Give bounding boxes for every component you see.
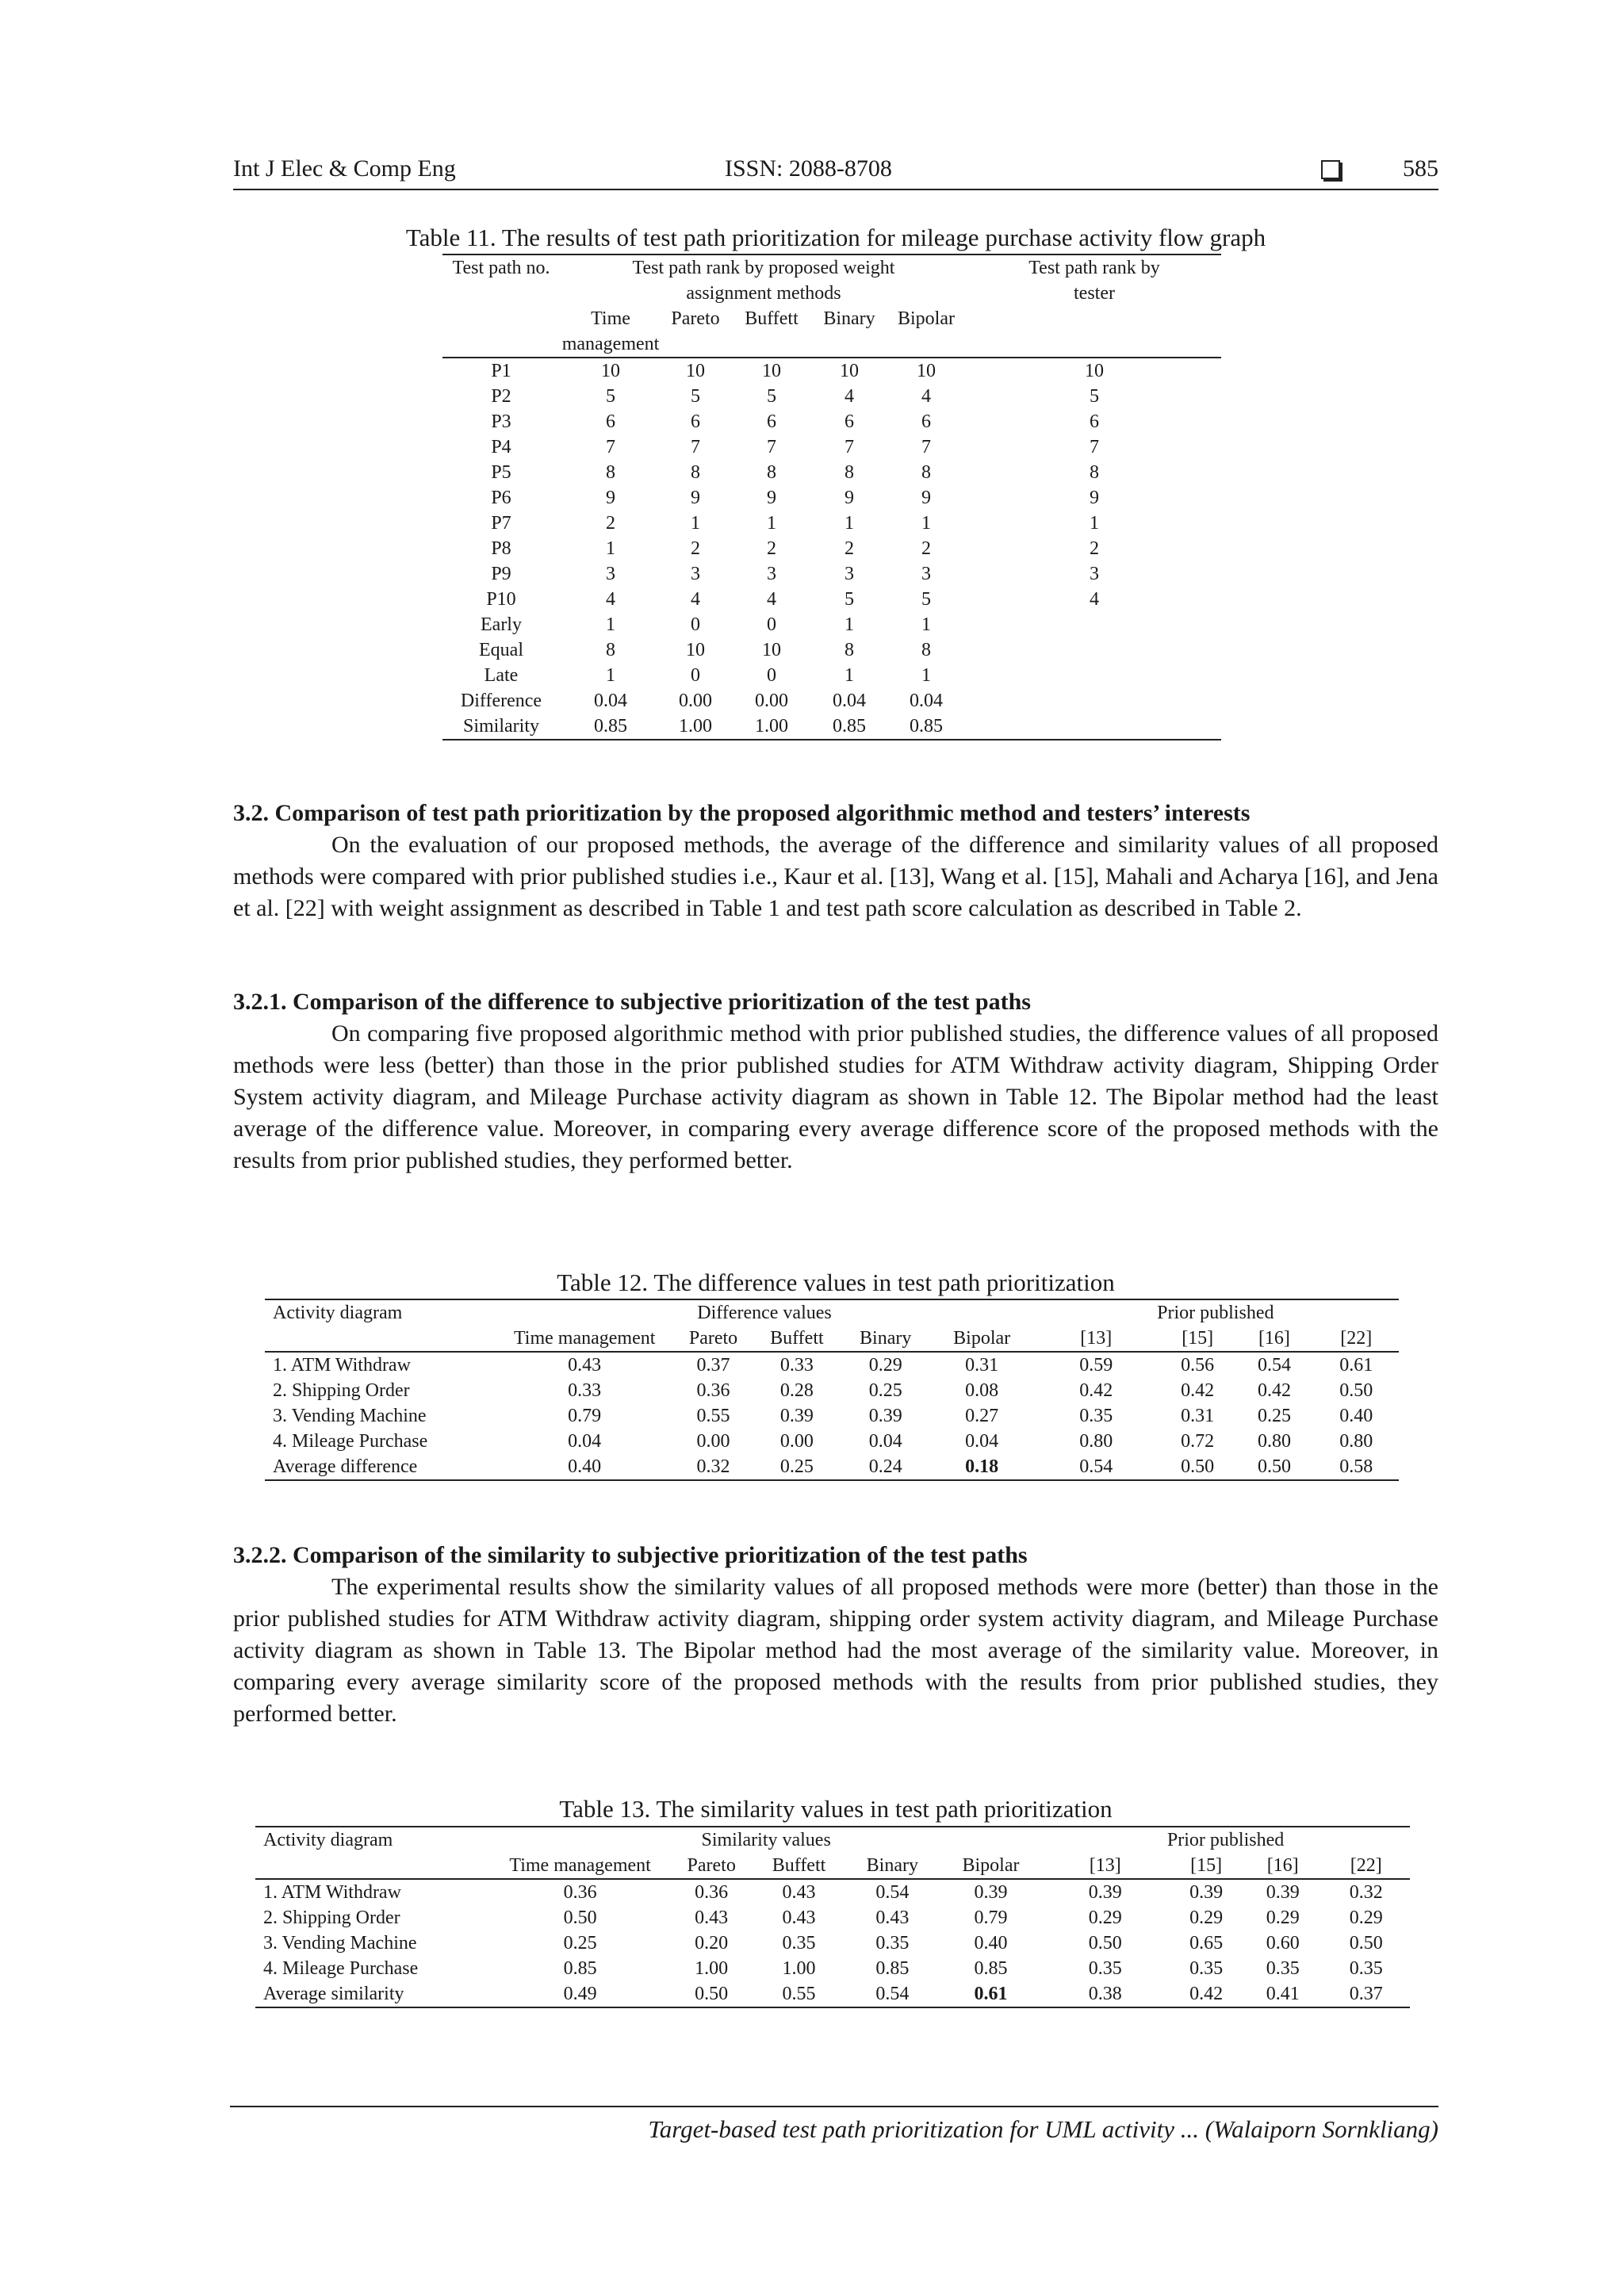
table-cell: 4 xyxy=(606,589,615,610)
table-cell: 9 xyxy=(767,488,776,508)
table-row xyxy=(442,637,1221,663)
table-cell: 10 xyxy=(686,361,705,381)
table-cell: 4 xyxy=(845,386,854,407)
row-label: 4. Mileage Purchase xyxy=(273,1431,428,1452)
table-cell: 1 xyxy=(691,513,700,534)
table-cell: 7 xyxy=(1090,437,1099,457)
section-heading: 3.2.1. Comparison of the difference to subjective prioritization of the test paths xyxy=(233,989,1031,1015)
col-bipolar: Bipolar xyxy=(932,1326,1032,1352)
table-cell: 5 xyxy=(921,589,931,610)
table-cell: 0.08 xyxy=(965,1380,999,1401)
header-group: Difference values xyxy=(496,1299,1032,1326)
journal-name: Int J Elec & Comp Eng xyxy=(233,155,456,182)
row-label: P10 xyxy=(486,589,516,610)
table-cell: 1.00 xyxy=(730,714,814,740)
table-cell: 0.42 xyxy=(1169,1981,1243,2007)
table-cell: 0.50 xyxy=(563,1908,597,1928)
table-cell: 9 xyxy=(845,488,854,508)
header-prior: Prior published xyxy=(1041,1827,1410,1853)
col-buffett: Buffett xyxy=(730,306,814,358)
col-ref-15: [15] xyxy=(1160,1326,1235,1352)
table-cell: 0.29 xyxy=(1349,1908,1383,1928)
table-cell: 8 xyxy=(845,640,854,660)
col-ref-22: [22] xyxy=(1323,1853,1410,1879)
table-cell: 0 xyxy=(691,665,700,686)
table-cell: 0.35 xyxy=(1349,1958,1383,1979)
table-cell: 9 xyxy=(691,488,700,508)
table-12 xyxy=(265,1299,1399,1481)
row-label: P2 xyxy=(491,386,511,407)
section-heading: 3.2. Comparison of test path prioritization by the proposed algorithmic method and testers’ interests xyxy=(233,800,1251,826)
table-cell: 0.36 xyxy=(563,1882,597,1903)
table-cell: 9 xyxy=(1090,488,1099,508)
table-cell: 1 xyxy=(767,513,776,534)
table-cell xyxy=(967,714,1221,740)
col-ref-13: [13] xyxy=(1032,1326,1160,1352)
table-cell: 0.55 xyxy=(696,1406,730,1426)
table-cell: 0.04 xyxy=(568,1431,602,1452)
table-cell: 0.35 xyxy=(782,1933,816,1954)
row-label: 2. Shipping Order xyxy=(263,1908,400,1928)
table-cell: 0.79 xyxy=(974,1908,1008,1928)
row-label: 3. Vending Machine xyxy=(263,1933,417,1954)
table-cell: 0.60 xyxy=(1266,1933,1300,1954)
table-cell: 3 xyxy=(1090,564,1099,584)
table-cell: 0.79 xyxy=(568,1406,602,1426)
table-row xyxy=(442,612,1221,637)
col-binary: Binary xyxy=(840,1326,932,1352)
table-cell: 7 xyxy=(845,437,854,457)
table-cell: 2 xyxy=(845,538,854,559)
table-cell: 0.39 xyxy=(1266,1882,1300,1903)
row-label: 4. Mileage Purchase xyxy=(263,1958,419,1979)
row-label: P7 xyxy=(491,513,511,534)
table-cell: 0 xyxy=(767,614,776,635)
table-cell: 0.27 xyxy=(965,1406,999,1426)
table-cell: 4 xyxy=(1090,589,1099,610)
table-cell: 0.32 xyxy=(672,1454,754,1480)
table-cell: 4 xyxy=(921,386,931,407)
table-cell xyxy=(967,612,1221,637)
col-bipolar: Bipolar xyxy=(885,306,967,358)
section-3-2 xyxy=(233,798,1438,924)
table-cell: 0.72 xyxy=(1181,1431,1215,1452)
table-cell: 1.00 xyxy=(782,1958,816,1979)
table-row xyxy=(442,358,1221,384)
table-cell: 8 xyxy=(606,462,615,483)
table-row xyxy=(442,663,1221,688)
col-ref-13: [13] xyxy=(1041,1853,1169,1879)
table-12-caption: Table 12. The difference values in test path prioritization xyxy=(557,1269,1115,1296)
table-row xyxy=(442,409,1221,434)
table-cell: 0.80 xyxy=(1079,1431,1113,1452)
table-row xyxy=(442,714,1221,740)
table-cell: 0.39 xyxy=(779,1406,814,1426)
table-cell: 0.32 xyxy=(1349,1882,1383,1903)
table-cell: 0.28 xyxy=(779,1380,814,1401)
header-activity: Activity diagram xyxy=(255,1827,491,1853)
table-cell: 0.25 xyxy=(754,1454,840,1480)
table-cell: 2 xyxy=(767,538,776,559)
table-cell xyxy=(967,637,1221,663)
table-cell: 0.24 xyxy=(840,1454,932,1480)
table-cell: 0.04 xyxy=(965,1431,999,1452)
table-cell: 0.36 xyxy=(695,1882,729,1903)
row-label: P3 xyxy=(491,411,511,432)
row-label: P8 xyxy=(491,538,511,559)
page-footer: Target-based test path prioritization for UML activity ... (Walaiporn Sornkliang) xyxy=(648,2115,1438,2143)
table-cell: 3 xyxy=(606,564,615,584)
table-cell: 0 xyxy=(691,614,700,635)
table-cell: 10 xyxy=(840,361,859,381)
table-row xyxy=(255,1931,1410,1956)
col-ref-16: [16] xyxy=(1243,1853,1323,1879)
section-paragraph: On comparing five proposed algorithmic method with prior published studies, the difference values of all proposed methods were less (better) than those in the prior published studies for ATM Withdraw activity diagram, Shipping Order System activity diagram, and Mileage Purchase activity diagram as shown in Table 12. The Bipolar method had the least average of the difference value. Moreover, in comparing every average difference score of the proposed methods with the results from prior published studies, they performed better. xyxy=(233,1020,1438,1173)
table-row xyxy=(442,536,1221,561)
table-row xyxy=(442,511,1221,536)
table-cell: 0.39 xyxy=(868,1406,902,1426)
table-cell: 6 xyxy=(691,411,700,432)
table-cell: 0.00 xyxy=(696,1431,730,1452)
table-cell: 0.80 xyxy=(1257,1431,1291,1452)
table-cell: 0.37 xyxy=(696,1355,730,1376)
table-cell: 0.20 xyxy=(695,1933,729,1954)
table-row xyxy=(255,1981,1410,2007)
table-cell: 0.40 xyxy=(1339,1406,1373,1426)
table-cell: 8 xyxy=(845,462,854,483)
col-ref-15: [15] xyxy=(1169,1853,1243,1879)
table-cell: 0.29 xyxy=(1088,1908,1122,1928)
table-cell: 0.54 xyxy=(1032,1454,1160,1480)
col-bipolar: Bipolar xyxy=(940,1853,1041,1879)
table-cell: 6 xyxy=(921,411,931,432)
table-cell: 0.31 xyxy=(965,1355,999,1376)
table-row xyxy=(442,587,1221,612)
table-cell: 1 xyxy=(845,513,854,534)
footer-rule xyxy=(230,2106,1438,2107)
page-number: 585 xyxy=(1403,155,1438,182)
table-cell: 8 xyxy=(921,640,931,660)
table-cell: 0.85 xyxy=(560,714,661,740)
table-cell: 8 xyxy=(691,462,700,483)
table-cell: 8 xyxy=(767,462,776,483)
col-binary: Binary xyxy=(845,1853,940,1879)
table-cell: 0.39 xyxy=(974,1882,1008,1903)
row-label: P1 xyxy=(491,361,511,381)
table-row xyxy=(255,1905,1410,1931)
col-time-management: Time management xyxy=(491,1853,669,1879)
table-cell: 0.42 xyxy=(1257,1380,1291,1401)
table-cell: 0.85 xyxy=(974,1958,1008,1979)
section-paragraph: On the evaluation of our proposed methods, the average of the difference and similarity values of all proposed methods were compared with prior published studies i.e., Kaur et al. [13], Wang et al. [15], Mahali and Acharya [16], and Jena et al. [22] with weight assignment as described in Table 1 and test path score calculation as described in Table 2. xyxy=(233,832,1438,921)
table-cell: 0.56 xyxy=(1181,1355,1215,1376)
table-cell: 0.43 xyxy=(695,1908,729,1928)
table-cell: 0.80 xyxy=(1339,1431,1373,1452)
table-cell: 3 xyxy=(921,564,931,584)
header-methods: Test path rank by proposed weight assignment methods xyxy=(560,254,967,306)
table-cell: 3 xyxy=(691,564,700,584)
table-row xyxy=(255,1956,1410,1981)
table-cell: 1.00 xyxy=(661,714,730,740)
header-prior: Prior published xyxy=(1032,1299,1399,1326)
table-cell: 0.29 xyxy=(1266,1908,1300,1928)
table-cell: 0.58 xyxy=(1313,1454,1399,1480)
table-cell: 0.39 xyxy=(1088,1882,1122,1903)
header-test-path: Test path no. xyxy=(442,254,560,306)
table-cell: 0.35 xyxy=(1079,1406,1113,1426)
row-label: Early xyxy=(481,614,522,635)
table-row xyxy=(265,1378,1399,1403)
table-cell: 0.61 xyxy=(940,1981,1041,2007)
table-cell: 0.50 xyxy=(1160,1454,1235,1480)
row-label: P5 xyxy=(491,462,511,483)
table-cell: 0.00 xyxy=(755,691,788,711)
table-cell: 1 xyxy=(1090,513,1099,534)
header-group: Similarity values xyxy=(491,1827,1041,1853)
row-label: 1. ATM Withdraw xyxy=(273,1355,411,1376)
table-cell: 3 xyxy=(845,564,854,584)
table-cell: 8 xyxy=(606,640,615,660)
table-cell: 0.00 xyxy=(679,691,712,711)
table-cell: 1 xyxy=(921,665,931,686)
table-cell: 8 xyxy=(921,462,931,483)
row-label: P6 xyxy=(491,488,511,508)
col-pareto: Pareto xyxy=(669,1853,753,1879)
row-label: Late xyxy=(484,665,519,686)
table-cell: 0.85 xyxy=(563,1958,597,1979)
table-row xyxy=(265,1352,1399,1378)
table-cell xyxy=(967,663,1221,688)
row-label: Difference xyxy=(460,691,542,711)
table-cell: 0.43 xyxy=(782,1882,816,1903)
table-cell: 0.25 xyxy=(563,1933,597,1954)
table-cell: 0.29 xyxy=(1189,1908,1224,1928)
col-buffett: Buffett xyxy=(753,1853,845,1879)
table-cell: 10 xyxy=(762,640,781,660)
table-row xyxy=(265,1429,1399,1454)
table-row xyxy=(442,561,1221,587)
table-cell: 0.85 xyxy=(885,714,967,740)
col-ref-22: [22] xyxy=(1313,1326,1399,1352)
table-cell: 4 xyxy=(691,589,700,610)
table-cell: 7 xyxy=(921,437,931,457)
table-cell: 6 xyxy=(1090,411,1099,432)
table-cell: 0.37 xyxy=(1323,1981,1410,2007)
table-cell: 7 xyxy=(606,437,615,457)
table-cell: 0.54 xyxy=(875,1882,910,1903)
table-cell: 0.50 xyxy=(669,1981,753,2007)
table-cell: 0.50 xyxy=(1088,1933,1122,1954)
page-header xyxy=(233,155,1438,190)
table-row xyxy=(442,688,1221,714)
table-cell: 0 xyxy=(767,665,776,686)
row-label: Similarity xyxy=(442,714,560,740)
table-cell: 5 xyxy=(691,386,700,407)
table-cell: 5 xyxy=(1090,386,1099,407)
table-13 xyxy=(255,1826,1410,2008)
table-11 xyxy=(442,254,1221,740)
table-cell: 10 xyxy=(762,361,781,381)
table-cell: 0.85 xyxy=(875,1958,910,1979)
table-cell: 7 xyxy=(691,437,700,457)
header-activity: Activity diagram xyxy=(265,1299,496,1326)
table-cell: 7 xyxy=(767,437,776,457)
table-cell: 0.29 xyxy=(868,1355,902,1376)
table-cell: 1.00 xyxy=(695,1958,729,1979)
table-cell: 0.25 xyxy=(1257,1406,1291,1426)
table-cell: 0.65 xyxy=(1189,1933,1224,1954)
col-time-management: Time management xyxy=(496,1326,672,1352)
table-cell: 0.43 xyxy=(568,1355,602,1376)
table-cell: 6 xyxy=(767,411,776,432)
table-cell: 0.41 xyxy=(1243,1981,1323,2007)
table-cell: 6 xyxy=(606,411,615,432)
col-time-management: Time management xyxy=(560,306,661,358)
table-cell: 1 xyxy=(606,614,615,635)
table-cell: 2 xyxy=(691,538,700,559)
col-buffett: Buffett xyxy=(754,1326,840,1352)
table-cell: 0.42 xyxy=(1181,1380,1215,1401)
table-cell: 10 xyxy=(1085,361,1104,381)
table-cell: 4 xyxy=(767,589,776,610)
table-cell: 1 xyxy=(921,614,931,635)
table-cell: 0.38 xyxy=(1041,1981,1169,2007)
table-cell: 0.59 xyxy=(1079,1355,1113,1376)
table-13-caption: Table 13. The similarity values in test path prioritization xyxy=(559,1795,1113,1823)
table-cell: 1 xyxy=(921,513,931,534)
table-cell: 6 xyxy=(845,411,854,432)
row-label: Average difference xyxy=(265,1454,496,1480)
table-cell: 0.50 xyxy=(1339,1380,1373,1401)
table-cell: 0.31 xyxy=(1181,1406,1215,1426)
col-binary: Binary xyxy=(814,306,885,358)
section-paragraph: The experimental results show the similarity values of all proposed methods were more (better) than those in the prior published studies for ATM Withdraw activity diagram, shipping order system activity diagram, and Mileage Purchase activity diagram as shown in Table 13. The Bipolar method had the most average of the similarity value. Moreover, in comparing every average similarity score of the proposed methods with the results from prior published studies, they performed better. xyxy=(233,1574,1438,1727)
table-row xyxy=(442,434,1221,460)
table-cell: 0.49 xyxy=(491,1981,669,2007)
table-cell: 10 xyxy=(917,361,936,381)
table-cell: 1 xyxy=(606,665,615,686)
table-cell: 0.04 xyxy=(910,691,943,711)
table-cell: 0.04 xyxy=(833,691,866,711)
row-label: Average similarity xyxy=(255,1981,491,2007)
table-cell: 0.50 xyxy=(1235,1454,1313,1480)
table-cell: 5 xyxy=(606,386,615,407)
table-cell: 2 xyxy=(1090,538,1099,559)
table-cell: 8 xyxy=(1090,462,1099,483)
row-label: P9 xyxy=(491,564,511,584)
table-cell: 0.40 xyxy=(496,1454,672,1480)
row-label: Equal xyxy=(479,640,523,660)
table-cell: 0.35 xyxy=(1088,1958,1122,1979)
table-cell xyxy=(967,688,1221,714)
table-cell: 0.42 xyxy=(1079,1380,1113,1401)
col-pareto: Pareto xyxy=(661,306,730,358)
row-label: 1. ATM Withdraw xyxy=(263,1882,401,1903)
table-cell: 10 xyxy=(686,640,705,660)
table-cell: 3 xyxy=(767,564,776,584)
table-cell: 0.40 xyxy=(974,1933,1008,1954)
table-cell: 0.61 xyxy=(1339,1355,1373,1376)
table-cell: 0.55 xyxy=(753,1981,845,2007)
section-3-2-2 xyxy=(233,1540,1438,1730)
table-cell: 0.35 xyxy=(1189,1958,1224,1979)
table-cell: 1 xyxy=(606,538,615,559)
table-cell: 0.43 xyxy=(782,1908,816,1928)
checkbox-glyph-icon xyxy=(1321,160,1340,179)
table-cell: 0.43 xyxy=(875,1908,910,1928)
table-cell: 0.50 xyxy=(1349,1933,1383,1954)
table-cell: 0.33 xyxy=(568,1380,602,1401)
table-cell: 1 xyxy=(845,614,854,635)
table-row xyxy=(442,460,1221,485)
row-label: P4 xyxy=(491,437,511,457)
col-ref-16: [16] xyxy=(1235,1326,1313,1352)
table-cell: 0.25 xyxy=(868,1380,902,1401)
table-row xyxy=(265,1454,1399,1480)
header-tester: Test path rank by tester xyxy=(967,254,1221,306)
table-cell: 0.36 xyxy=(696,1380,730,1401)
table-cell: 0.04 xyxy=(594,691,627,711)
issn: ISSN: 2088-8708 xyxy=(725,155,892,182)
table-cell: 2 xyxy=(921,538,931,559)
row-label: 2. Shipping Order xyxy=(273,1380,410,1401)
table-cell: 10 xyxy=(601,361,620,381)
table-row xyxy=(265,1403,1399,1429)
table-cell: 0.33 xyxy=(779,1355,814,1376)
table-row xyxy=(442,485,1221,511)
table-cell: 5 xyxy=(845,589,854,610)
table-cell: 9 xyxy=(921,488,931,508)
table-cell: 0.85 xyxy=(814,714,885,740)
table-row xyxy=(255,1879,1410,1905)
table-cell: 0.18 xyxy=(932,1454,1032,1480)
table-cell: 1 xyxy=(845,665,854,686)
section-3-2-1 xyxy=(233,986,1438,1177)
table-row xyxy=(442,384,1221,409)
section-heading: 3.2.2. Comparison of the similarity to subjective prioritization of the test paths xyxy=(233,1542,1028,1568)
table-cell: 0.39 xyxy=(1189,1882,1224,1903)
table-cell: 2 xyxy=(606,513,615,534)
table-cell: 0.04 xyxy=(868,1431,902,1452)
row-label: 3. Vending Machine xyxy=(273,1406,427,1426)
table-cell: 9 xyxy=(606,488,615,508)
table-cell: 0.54 xyxy=(1257,1355,1291,1376)
table-11-caption: Table 11. The results of test path prioritization for mileage purchase activity flow graph xyxy=(405,224,1266,251)
col-pareto: Pareto xyxy=(672,1326,754,1352)
table-cell: 0.00 xyxy=(779,1431,814,1452)
table-cell: 0.35 xyxy=(875,1933,910,1954)
table-cell: 5 xyxy=(767,386,776,407)
table-cell: 0.35 xyxy=(1266,1958,1300,1979)
table-cell: 0.54 xyxy=(845,1981,940,2007)
